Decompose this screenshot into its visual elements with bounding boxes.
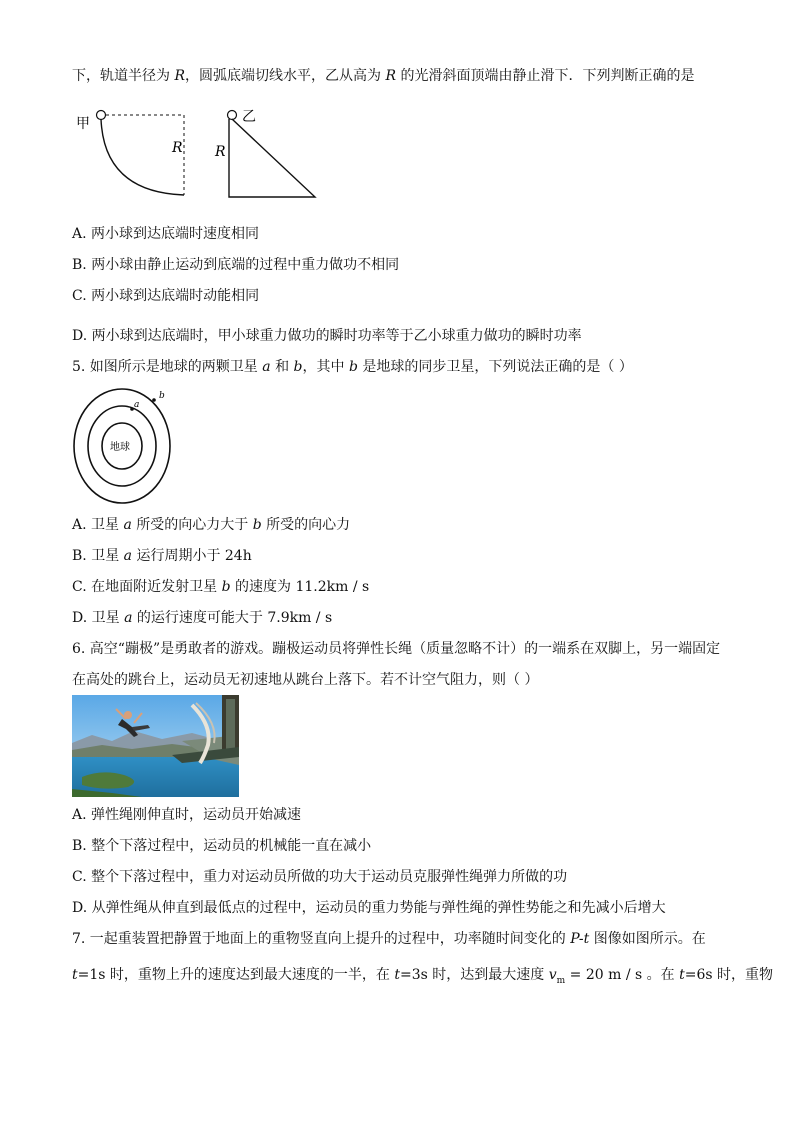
sat-b-symbol: b xyxy=(252,517,262,533)
q7-text: 7. 一起重装置把静置于地面上的重物竖直向上提升的过程中，功率随时间变化的 xyxy=(72,931,571,947)
velocity-symbol: v xyxy=(548,967,557,983)
satellite-b xyxy=(152,398,156,402)
q7-text: =1s 时，重物上升的速度达到最大速度的一半，在 xyxy=(77,967,395,983)
q5-opt-text: 的速度为 11.2km / s xyxy=(230,579,370,595)
q6-option-b: B. 整个下落过程中，运动员的机械能一直在减小 xyxy=(72,838,372,854)
sat-a-symbol: a xyxy=(123,517,132,533)
sat-b-symbol: b xyxy=(221,579,231,595)
q5-option-c xyxy=(72,577,369,597)
q4-track-figure xyxy=(72,104,322,200)
q5-opt-text: B. 卫星 xyxy=(72,548,124,564)
pt-symbol: P-t xyxy=(570,931,590,947)
q4-intro-text: 的光滑斜面顶端由静止滑下．下列判断正确的是 xyxy=(396,68,695,84)
q6-stem-line2: 在高处的跳台上，运动员无初速地从跳台上落下。若不计空气阻力，则（ ） xyxy=(72,672,539,688)
q7-line2 xyxy=(72,965,773,991)
q5-orbit-figure xyxy=(72,386,176,506)
radius-symbol: R xyxy=(174,68,185,84)
time-symbol: t xyxy=(72,967,78,983)
q6-option-d: D. 从弹性绳从伸直到最低点的过程中，运动员的重力势能与弹性绳的弹性势能之和先减小后增大 xyxy=(72,900,666,916)
q5-option-a xyxy=(72,515,350,535)
q5-opt-text: C. 在地面附近发射卫星 xyxy=(72,579,222,595)
sat-a-symbol: a xyxy=(124,610,133,626)
q5-opt-text: 所受的向心力 xyxy=(261,517,351,533)
sat-b-symbol: b xyxy=(293,359,303,375)
q5-stem-text: 5. 如图所示是地球的两颗卫星 xyxy=(72,359,263,375)
velocity-subscript: m xyxy=(556,975,566,986)
earth-label: 地球 xyxy=(110,442,130,453)
sat-b-symbol: b xyxy=(348,359,358,375)
q5-stem xyxy=(72,357,633,377)
q4-intro-text: 下，轨道半径为 xyxy=(72,68,175,84)
incline-triangle xyxy=(229,119,315,197)
q4-option-a: A. 两小球到达底端时速度相同 xyxy=(72,226,260,242)
q4-option-c: C. 两小球到达底端时动能相同 xyxy=(72,288,260,304)
label-sat-b: b xyxy=(159,391,165,401)
q6-stem-line1: 6. 高空“蹦极”是勇敢者的游戏。蹦极运动员将弹性长绳（质量忽略不计）的一端系在双脚上，另一端固定 xyxy=(72,641,721,657)
label-R-right: R xyxy=(215,144,226,160)
q5-option-d xyxy=(72,608,332,628)
q7-text: =3s 时，达到最大速度 xyxy=(400,967,549,983)
q5-opt-text: 运行周期小于 24h xyxy=(132,548,252,564)
q4-option-b: B. 两小球由静止运动到底端的过程中重力做功不相同 xyxy=(72,257,400,273)
q5-stem-text: 是地球的同步卫星，下列说法正确的是（ ） xyxy=(357,359,633,375)
q7-text: = 20 m / s 。在 xyxy=(565,967,680,983)
q7-text: =6s 时，重物 xyxy=(684,967,774,983)
label-R-left: R xyxy=(172,140,183,156)
q4-intro-text: ，圆弧底端切线水平，乙从高为 xyxy=(185,68,386,84)
q5-opt-text: 的运行速度可能大于 7.9km / s xyxy=(132,610,333,626)
sat-a-symbol: a xyxy=(262,359,271,375)
time-symbol: t xyxy=(679,967,685,983)
q7-line1 xyxy=(72,929,706,949)
label-sat-a: a xyxy=(134,400,140,410)
label-jia: 甲 xyxy=(76,116,90,132)
q5-opt-text: D. 卫星 xyxy=(72,610,125,626)
radius-symbol: R xyxy=(385,68,396,84)
q6-option-c: C. 整个下落过程中，重力对运动员所做的功大于运动员克服弹性绳弹力所做的功 xyxy=(72,869,568,885)
q5-opt-text: 所受的向心力大于 xyxy=(131,517,253,533)
q6-option-a: A. 弹性绳刚伸直时，运动员开始减速 xyxy=(72,807,302,823)
q5-opt-text: A. 卫星 xyxy=(72,517,124,533)
bungee-photo xyxy=(72,695,239,797)
q5-stem-text: ，其中 xyxy=(302,359,349,375)
ball-yi xyxy=(228,111,237,120)
time-symbol: t xyxy=(394,967,401,983)
q5-stem-text: 和 xyxy=(270,359,294,375)
label-yi: 乙 xyxy=(242,109,256,125)
arc-track xyxy=(101,119,184,195)
q5-option-b xyxy=(72,546,252,566)
ball-jia xyxy=(97,111,106,120)
q4-option-d: D. 两小球到达底端时，甲小球重力做功的瞬时功率等于乙小球重力做功的瞬时功率 xyxy=(72,328,582,344)
q4-intro-line xyxy=(72,66,694,86)
sat-a-symbol: a xyxy=(123,548,132,564)
q7-text: 图像如图所示。在 xyxy=(589,931,706,947)
